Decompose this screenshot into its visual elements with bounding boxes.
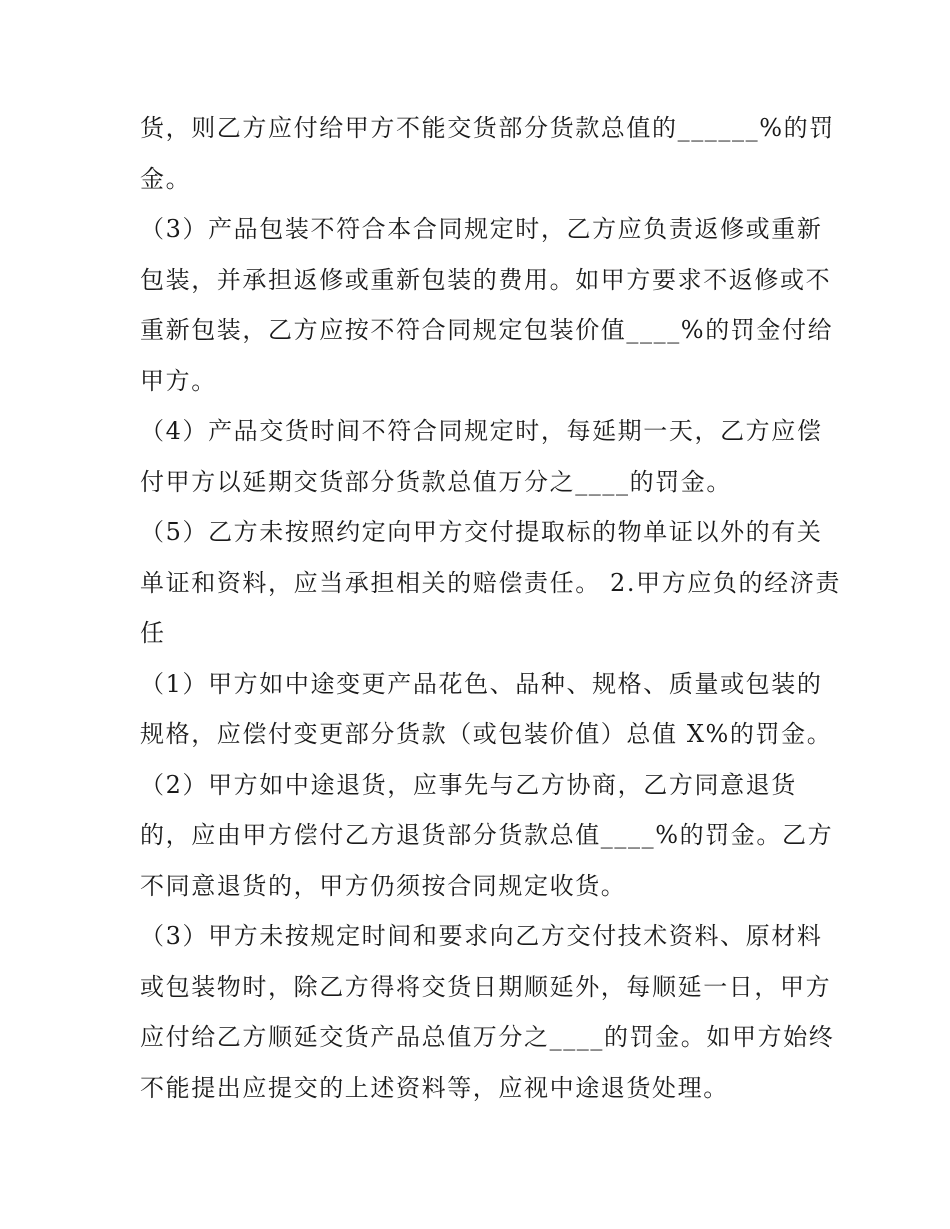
text-line: （3）产品包装不符合本合同规定时，乙方应负责返修或重新 — [140, 215, 823, 243]
text-line: （2）甲方如中途退货，应事先与乙方协商，乙方同意退货 — [140, 770, 797, 799]
text-line: （5）乙方未按照约定向甲方交付提取标的物单证以外的有关 — [140, 518, 823, 546]
text-line: （3）甲方未按规定时间和要求向乙方交付技术资料、原材料 — [140, 922, 823, 950]
text-line: 单证和资料，应当承担相关的赔偿责任。 2.甲方应负的经济责 — [140, 568, 841, 597]
text-line: 付甲方以延期交货部分货款总值万分之____的罚金。 — [140, 467, 732, 496]
text-line: 重新包装，乙方应按不符合同规定包装价值____%的罚金付给 — [140, 316, 834, 344]
text-line: （4）产品交货时间不符合同规定时，每延期一天，乙方应偿 — [140, 417, 823, 445]
text-line: 货，则乙方应付给甲方不能交货部分货款总值的______%的罚 — [140, 114, 835, 142]
text-line: 不能提出应提交的上述资料等，应视中途退货处理。 — [140, 1073, 729, 1102]
text-line: 包装，并承担返修或重新包装的费用。如甲方要求不返修或不 — [140, 265, 832, 294]
text-line: 应付给乙方顺延交货产品总值万分之____的罚金。如甲方始终 — [140, 1023, 835, 1051]
text-line: 规格，应偿付变更部分货款（或包装价值）总值 X%的罚金。 — [140, 720, 833, 748]
text-line: （1）甲方如中途变更产品花色、品种、规格、质量或包装的 — [140, 669, 823, 698]
text-line: 不同意退货的，甲方仍须按合同规定收货。 — [140, 871, 627, 900]
document-page — [140, 103, 841, 1113]
text-line: 金。 — [140, 164, 192, 193]
text-line: 甲方。 — [140, 366, 217, 395]
text-line: 或包装物时，除乙方得将交货日期顺延外，每顺延一日，甲方 — [140, 972, 832, 1001]
text-line: 的，应由甲方偿付乙方退货部分货款总值____%的罚金。乙方 — [140, 821, 834, 849]
text-line: 任 — [140, 619, 166, 647]
